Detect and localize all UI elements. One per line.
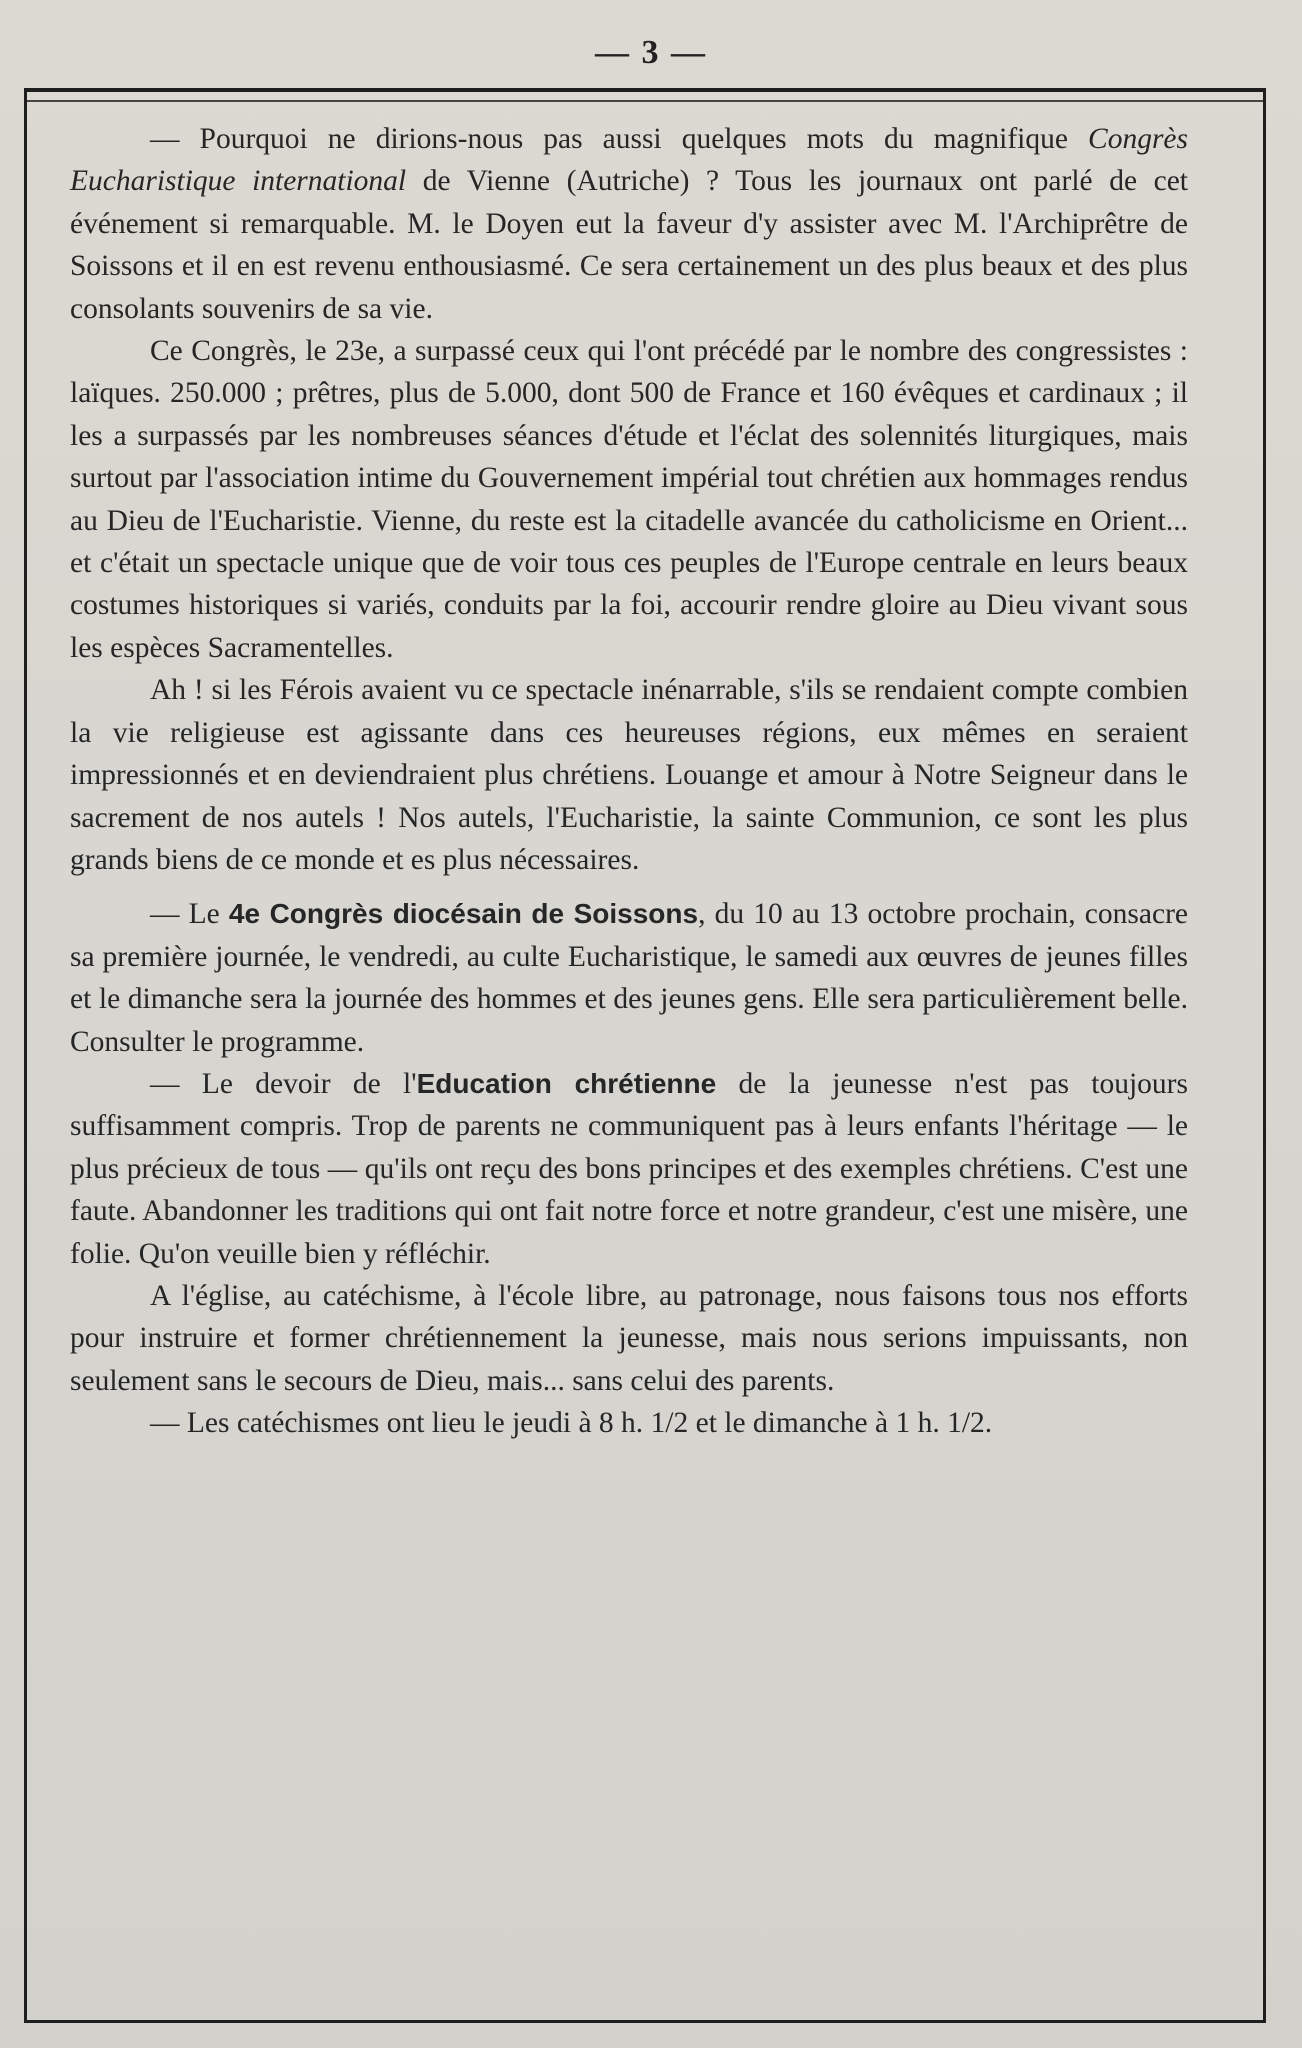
paragraph-ferois: Ah ! si les Férois avaient vu ce spectacle inénarrable, s'ils se rendaient compte combien la vie religieuse est agissante dans ces heureuses régions, eux mêmes en seraient impressionnés et en deviendraient plus chrétiens. Louange et amour à Notre Seigneur dans le sacrement de nos autels ! Nos autels, l'Eucharistie, la sainte Communion, ce sont les plus grands biens de ce monde et es plus nécessaires.: [70, 674, 1188, 876]
paragraph-christian-education: — Le devoir de l'Education chrétienne de la jeunesse n'est pas toujours suffisamment compris. Trop de parents ne communiquent pas à leurs enfants l'héritage — le plus précieux de tous — qu'ils ont reçu des bons principes et des exemples chrétiens. C'est une faute. Abandonner les traditions qui ont fait notre force et notre grandeur, c'est une misère, une folie. Qu'on veuille bien y réfléchir.: [70, 1067, 1188, 1270]
heading-christian-education: Education chrétienne: [416, 1067, 717, 1099]
paragraph-vienna-congress: — Pourquoi ne dirions-nous pas aussi quelques mots du magnifique Congrès Eucharistique international de Vienne (Autriche) ? Tous les journaux ont parlé de cet événement si remarquable. M. le Doyen eut la faveur d'y assister avec M. l'Archiprêtre de Soissons et il en est revenu enthousiasmé. Ce sera certainement un des plus beaux et des plus consolants souvenirs de sa vie.: [70, 123, 1189, 325]
paragraph-catechism-times: — Les catéchismes ont lieu le jeudi à 8 h. 1/2 et le dimanche à 1 h. 1/2.: [150, 1407, 993, 1440]
paragraph-congress-details: Ce Congrès, le 23e, a surpassé ceux qui l'ont précédé par le nombre des congressistes : laïques. 250.000 ; prêtres, plus de 5.000, dont 500 de France et 160 évêques et cardinaux ; il les a surpassés par les nombreuses séances d'étude et l'éclat des solennités liturgiques, mais surtout par l'association intime du Gouvernement impérial tout chrétien aux hommages rendus au Dieu de l'Eucharistie. Vienne, du reste est la citadelle avancée du catholicisme en Orient... et c'était un spectacle unique que de voir tous ces peuples de l'Europe centrale en leurs beaux costumes historiques si variés, conduits par la foi, accourir rendre gloire au Dieu vivant sous les espèces Sacramentelles.: [70, 335, 1188, 664]
article-body: [70, 118, 1188, 1445]
heading-diocesan-congress: 4e Congrès diocésain de Soissons: [228, 898, 699, 930]
paragraph-diocesan-congress: — Le 4e Congrès diocésain de Soissons, du 10 au 13 octobre prochain, consacre sa première journée, le vendredi, au culte Eucharistique, le samedi aux œuvres de jeunes filles et le dimanche sera la journée des hommes et des jeunes gens. Elle sera particulièrement belle. Consulter le programme.: [70, 898, 1188, 1058]
page-number: — 3 —: [595, 34, 707, 71]
frame-rule: [27, 100, 1263, 102]
paragraph-church-efforts: A l'église, au catéchisme, à l'école libre, au patronage, nous faisons tous nos efforts pour instruire et former chrétiennement la jeunesse, mais nous serions impuissants, non seulement sans le secours de Dieu, mais... sans celui des parents.: [70, 1279, 1188, 1397]
emphasis-congress-title: Congrès Eucharistique international: [70, 123, 1188, 198]
